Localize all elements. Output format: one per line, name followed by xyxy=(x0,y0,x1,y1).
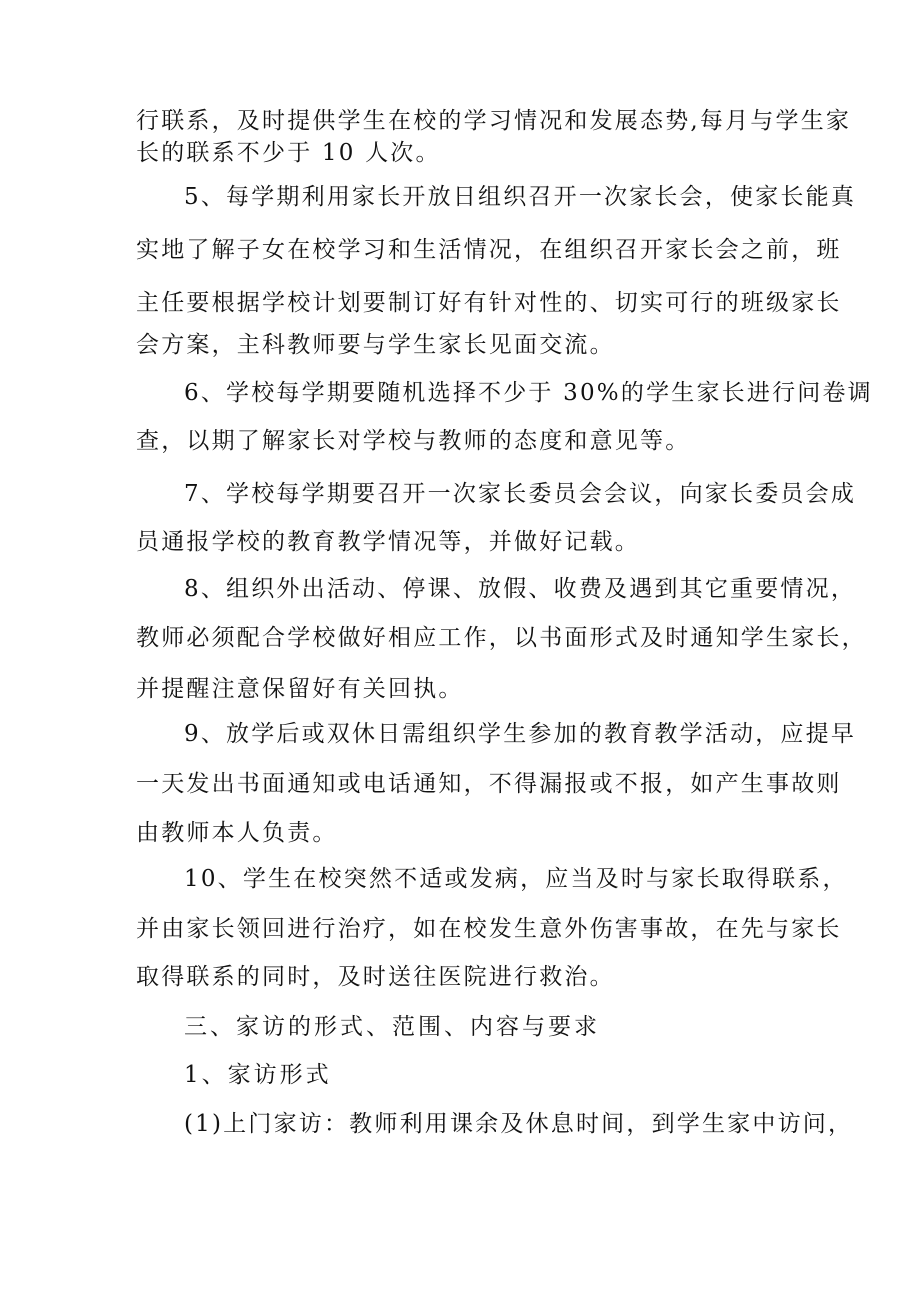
text-line: 6、学校每学期要随机选择不少于 30%的学生家长进行问卷调 xyxy=(184,380,873,406)
text-line: 由教师本人负责。 xyxy=(136,820,338,846)
text-line: 实地了解子女在校学习和生活情况，在组织召开家长会之前，班 xyxy=(136,237,842,263)
text-line: 7、学校每学期要召开一次家长委员会会议，向家长委员会成 xyxy=(184,481,857,507)
text-line: 并由家长领回进行治疗，如在校发生意外伤害事故，在先与家长 xyxy=(136,916,842,942)
text-line: (1)上门家访：教师利用课余及休息时间，到学生家中访问， xyxy=(184,1111,854,1137)
text-line: 取得联系的同时，及时送往医院进行救治。 xyxy=(136,964,615,990)
subsection-heading: 1、家访形式 xyxy=(184,1062,332,1088)
text-line: 教师必须配合学校做好相应工作，以书面形式及时通知学生家长， xyxy=(136,625,867,651)
text-line: 一天发出书面通知或电话通知，不得漏报或不报，如产生事故则 xyxy=(136,771,842,797)
text-line: 8、组织外出活动、停课、放假、收费及遇到其它重要情况， xyxy=(184,576,857,602)
text-line: 并提醒注意保留好有关回执。 xyxy=(136,676,464,702)
text-line: 员通报学校的教育教学情况等，并做好记载。 xyxy=(136,529,640,555)
text-line: 会方案，主科教师要与学生家长见面交流。 xyxy=(136,332,615,358)
text-line: 9、放学后或双休日需组织学生参加的教育教学活动，应提早 xyxy=(184,721,857,747)
text-line: 查，以期了解家长对学校与教师的态度和意见等。 xyxy=(136,428,691,454)
text-line: 长的联系不少于 10 人次。 xyxy=(136,140,441,166)
text-line: 10、学生在校突然不适或发病，应当及时与家长取得联系， xyxy=(184,866,848,892)
section-heading: 三、家访的形式、范围、内容与要求 xyxy=(184,1014,600,1040)
text-line: 主任要根据学校计划要制订好有针对性的、切实可行的班级家长 xyxy=(136,290,842,316)
text-line: 5、每学期利用家长开放日组织召开一次家长会，使家长能真 xyxy=(184,184,857,210)
text-line: 行联系，及时提供学生在校的学习情况和发展态势,每月与学生家 xyxy=(136,108,852,134)
